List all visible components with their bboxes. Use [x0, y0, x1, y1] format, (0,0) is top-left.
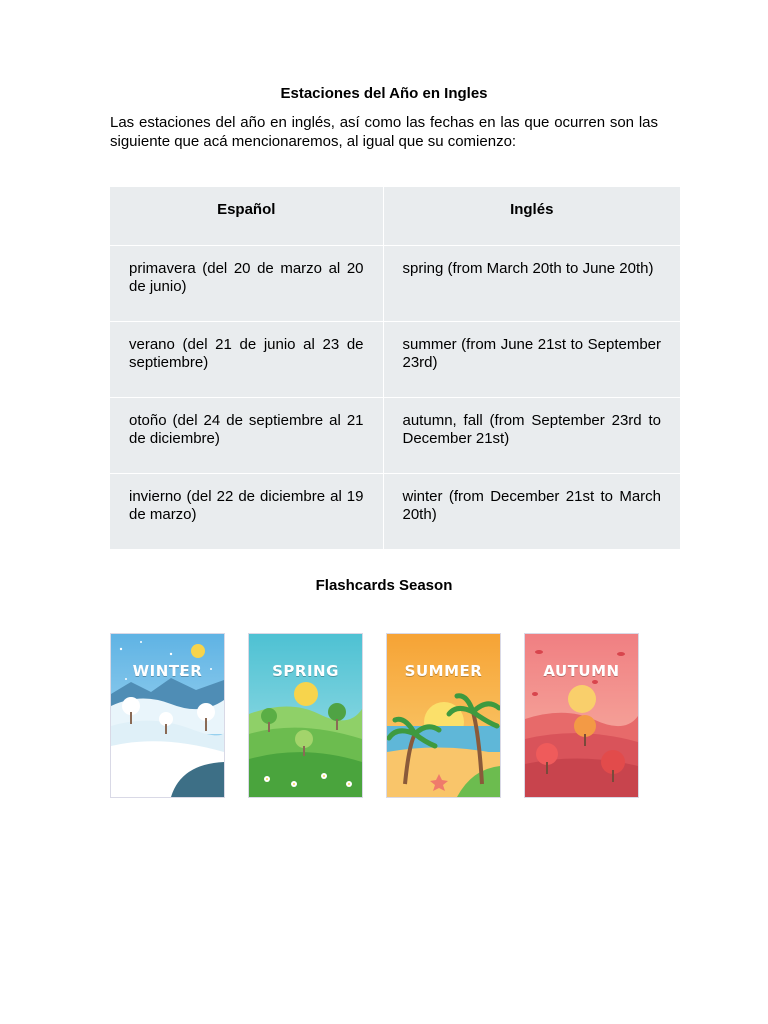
cell-spanish: primavera (del 20 de marzo al 20 de junio) [110, 245, 383, 321]
cell-english: spring (from March 20th to June 20th) [383, 245, 680, 321]
cell-english: summer (from June 21st to September 23rd) [383, 321, 680, 397]
card-label-spring: SPRING [272, 662, 339, 680]
autumn-illustration-icon [525, 634, 638, 797]
header-spanish: Español [110, 187, 383, 245]
table-row [110, 321, 680, 397]
table-row [110, 397, 680, 473]
card-label-summer: SUMMER [404, 662, 483, 680]
spring-illustration-icon [249, 634, 362, 797]
page-title: Estaciones del Año en Ingles [280, 85, 488, 102]
header-english: Inglés [383, 187, 680, 245]
table-header-row [110, 187, 680, 245]
cell-english: autumn, fall (from September 23rd to December 21st) [383, 397, 680, 473]
flashcard-winter [110, 633, 225, 798]
flashcard-summer [386, 633, 501, 798]
summer-illustration-icon [387, 634, 500, 797]
flashcard-spring [248, 633, 363, 798]
card-label-autumn: AUTUMN [543, 662, 620, 680]
cell-english: winter (from December 21st to March 20th) [383, 473, 680, 549]
cell-spanish: verano (del 21 de junio al 23 de septiembre) [110, 321, 383, 397]
table-row [110, 245, 680, 321]
table-row [110, 473, 680, 549]
winter-illustration-icon [111, 634, 224, 797]
flashcard-autumn [524, 633, 639, 798]
cell-spanish: otoño (del 24 de septiembre al 21 de diciembre) [110, 397, 383, 473]
card-label-winter: WINTER [132, 662, 203, 680]
flashcards-title: Flashcards Season [315, 577, 453, 594]
seasons-table [110, 187, 680, 550]
cell-spanish: invierno (del 22 de diciembre al 19 de marzo) [110, 473, 383, 549]
intro-paragraph: Las estaciones del año en inglés, así como las fechas en las que ocurren son las siguiente que acá mencionaremos, al igual que su comienzo: [110, 114, 658, 150]
